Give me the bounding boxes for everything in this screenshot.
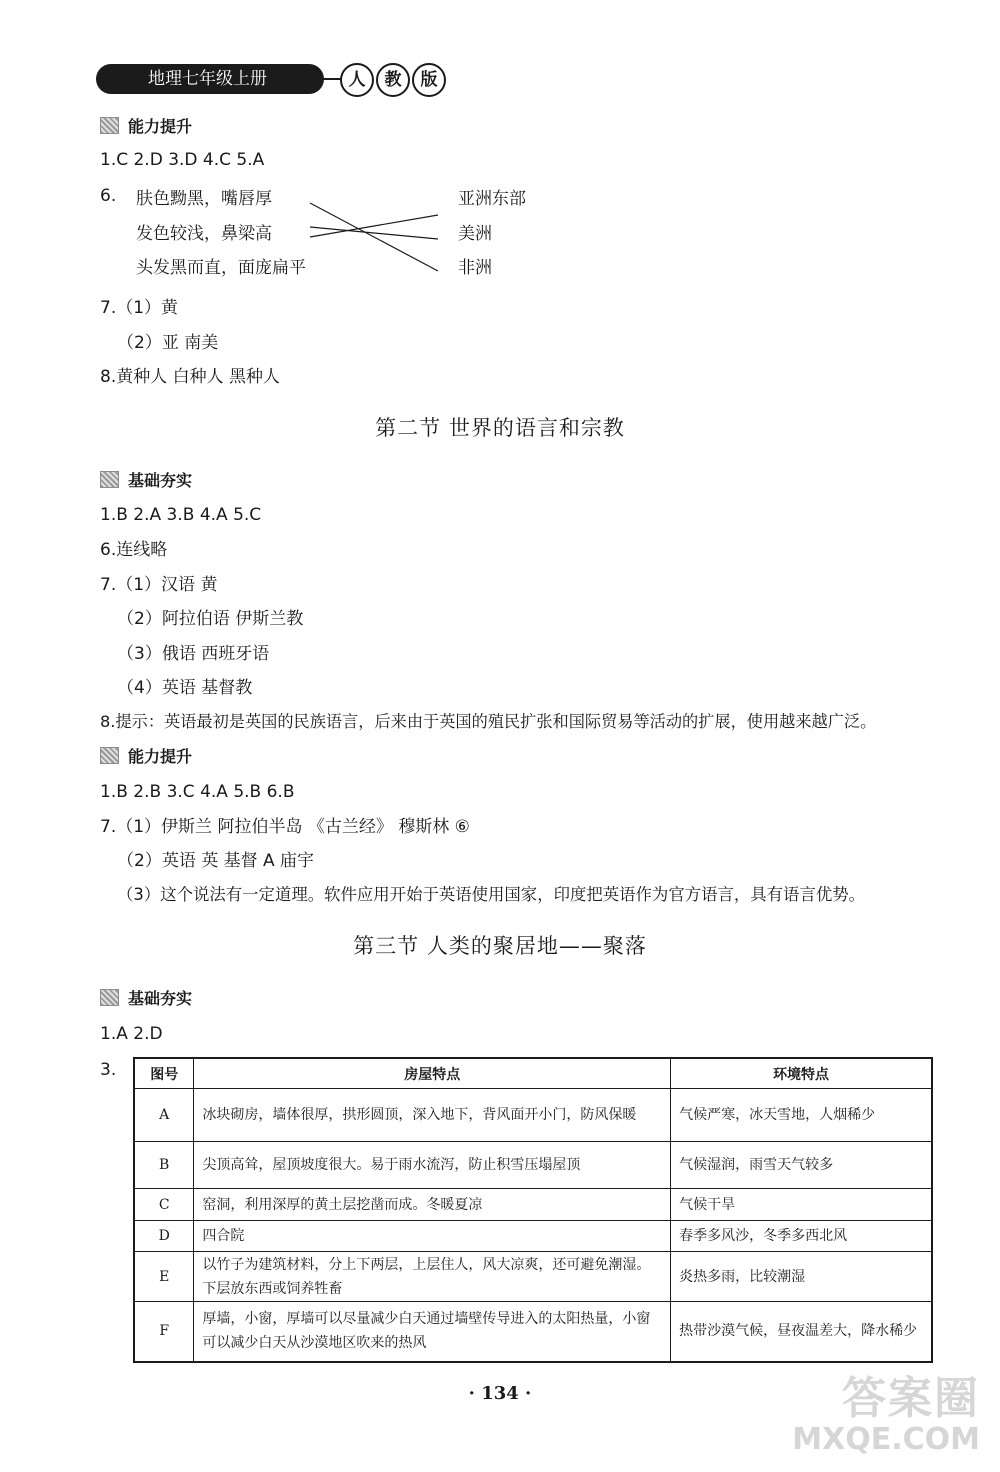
- p1-q7-2: （2）亚 南美: [117, 333, 219, 353]
- row-id: D: [134, 1221, 194, 1252]
- table-row: [134, 1221, 932, 1252]
- row-env: 春季多风沙，冬季多西北风: [671, 1221, 932, 1252]
- row-env: 炎热多雨，比较潮湿: [671, 1252, 932, 1302]
- table-row: [134, 1302, 932, 1362]
- section-marker-icon: [100, 117, 119, 134]
- table-row: [134, 1142, 932, 1189]
- s2-q7-2: （2）阿拉伯语 伊斯兰教: [117, 609, 304, 629]
- badge-ren: 人: [340, 63, 374, 97]
- ability-heading-1: 能力提升: [100, 117, 192, 137]
- row-id: E: [134, 1252, 194, 1302]
- table-row: [134, 1089, 932, 1142]
- row-id: C: [134, 1189, 194, 1221]
- table-header-row: [134, 1058, 932, 1089]
- row-house: 尖顶高耸，屋顶坡度很大。易于雨水流泻，防止积雪压塌屋顶: [194, 1142, 671, 1189]
- p1-q6-number: 6.: [100, 186, 117, 206]
- s2-q7-1: 7.（1）汉语 黄: [100, 575, 218, 595]
- row-house: 窑洞，利用深厚的黄土层挖凿而成。冬暖夏凉: [194, 1189, 671, 1221]
- p1-q7-1: 7.（1）黄: [100, 298, 179, 318]
- row-id: B: [134, 1142, 194, 1189]
- basic-heading-2: 基础夯实: [100, 471, 192, 491]
- row-env: 气候湿润，雨雪天气较多: [671, 1142, 932, 1189]
- section-marker-icon: [100, 747, 119, 764]
- s2-ability-answers-1-6: 1.B 2.B 3.C 4.A 5.B 6.B: [100, 782, 295, 802]
- header-env: 环境特点: [671, 1058, 932, 1089]
- s2-q8: 8.提示：英语最初是英国的民族语言，后来由于英国的殖民扩张和国际贸易等活动的扩展，使用越来越广泛。: [100, 712, 877, 731]
- row-id: F: [134, 1302, 194, 1362]
- p1-q6-right-2: 美洲: [458, 224, 492, 244]
- s2-ability-q7-3: （3）这个说法有一定道理。软件应用开始于英语使用国家，印度把英语作为官方语言，具有语言优势。: [117, 885, 866, 904]
- header-title-pill: [96, 64, 324, 94]
- s2-q7-4: （4）英语 基督教: [117, 678, 253, 698]
- p1-q6-right-1: 亚洲东部: [458, 189, 526, 209]
- p1-q6-matching-lines: [300, 195, 450, 280]
- row-env: 热带沙漠气候，昼夜温差大，降水稀少: [671, 1302, 932, 1362]
- section3-title: 第三节 人类的聚居地——聚落: [353, 934, 647, 958]
- header-connector: [322, 76, 342, 82]
- basic-heading-3: 基础夯实: [100, 989, 192, 1009]
- s2-ability-q7-2: （2）英语 英 基督 A 庙宇: [117, 851, 315, 871]
- section2-title: 第二节 世界的语言和宗教: [375, 416, 625, 440]
- ability-heading-2: 能力提升: [100, 747, 192, 767]
- header-house: 房屋特点: [194, 1058, 671, 1089]
- p1-answers-1-5: 1.C 2.D 3.D 4.C 5.A: [100, 150, 265, 170]
- p1-q6-left-2: 发色较浅，鼻梁高: [136, 224, 272, 244]
- p1-q6-left-3: 头发黑而直，面庞扁平: [136, 258, 306, 278]
- row-house: 冰块砌房，墙体很厚，拱形圆顶，深入地下，背风面开小门，防风保暖: [194, 1089, 671, 1142]
- row-house: 以竹子为建筑材料，分上下两层，上层住人，风大凉爽，还可避免潮湿。下层放东西或饲养牲畜: [194, 1252, 671, 1302]
- s2-q7-3: （3）俄语 西班牙语: [117, 644, 270, 664]
- row-env: 气候干旱: [671, 1189, 932, 1221]
- table-row: [134, 1189, 932, 1221]
- p1-q8: 8.黄种人 白种人 黑种人: [100, 367, 281, 387]
- header-id: 图号: [134, 1058, 194, 1089]
- s3-answers-1-2: 1.A 2.D: [100, 1024, 163, 1044]
- row-house: 厚墙，小窗，厚墙可以尽量减少白天通过墙壁传导进入的太阳热量，小窗可以减少白天从沙漠地区吹来的热风: [194, 1302, 671, 1362]
- p1-q6-left-1: 肤色黝黑，嘴唇厚: [136, 189, 272, 209]
- match-line-2: [310, 215, 438, 237]
- section-marker-icon: [100, 989, 119, 1006]
- row-house: 四合院: [194, 1221, 671, 1252]
- badge-jiao: 教: [376, 63, 410, 97]
- housing-table: [133, 1057, 933, 1363]
- page-number: · 134 ·: [468, 1383, 532, 1404]
- section-marker-icon: [100, 471, 119, 488]
- s2-answers-1-5: 1.B 2.A 3.B 4.A 5.C: [100, 505, 262, 525]
- row-id: A: [134, 1089, 194, 1142]
- p1-q6-right-3: 非洲: [458, 258, 492, 278]
- header-title: 地理七年级上册: [148, 69, 267, 89]
- s2-ability-q7-1: 7.（1）伊斯兰 阿拉伯半岛 《古兰经》 穆斯林 ⑥: [100, 817, 470, 837]
- s2-q6: 6.连线略: [100, 540, 168, 560]
- table-row: [134, 1252, 932, 1302]
- s3-q3-number: 3.: [100, 1060, 117, 1080]
- watermark-logo: 答案圈 MXQE.COM: [792, 1373, 980, 1457]
- row-env: 气候严寒，冰天雪地，人烟稀少: [671, 1089, 932, 1142]
- badge-ban: 版: [412, 63, 446, 97]
